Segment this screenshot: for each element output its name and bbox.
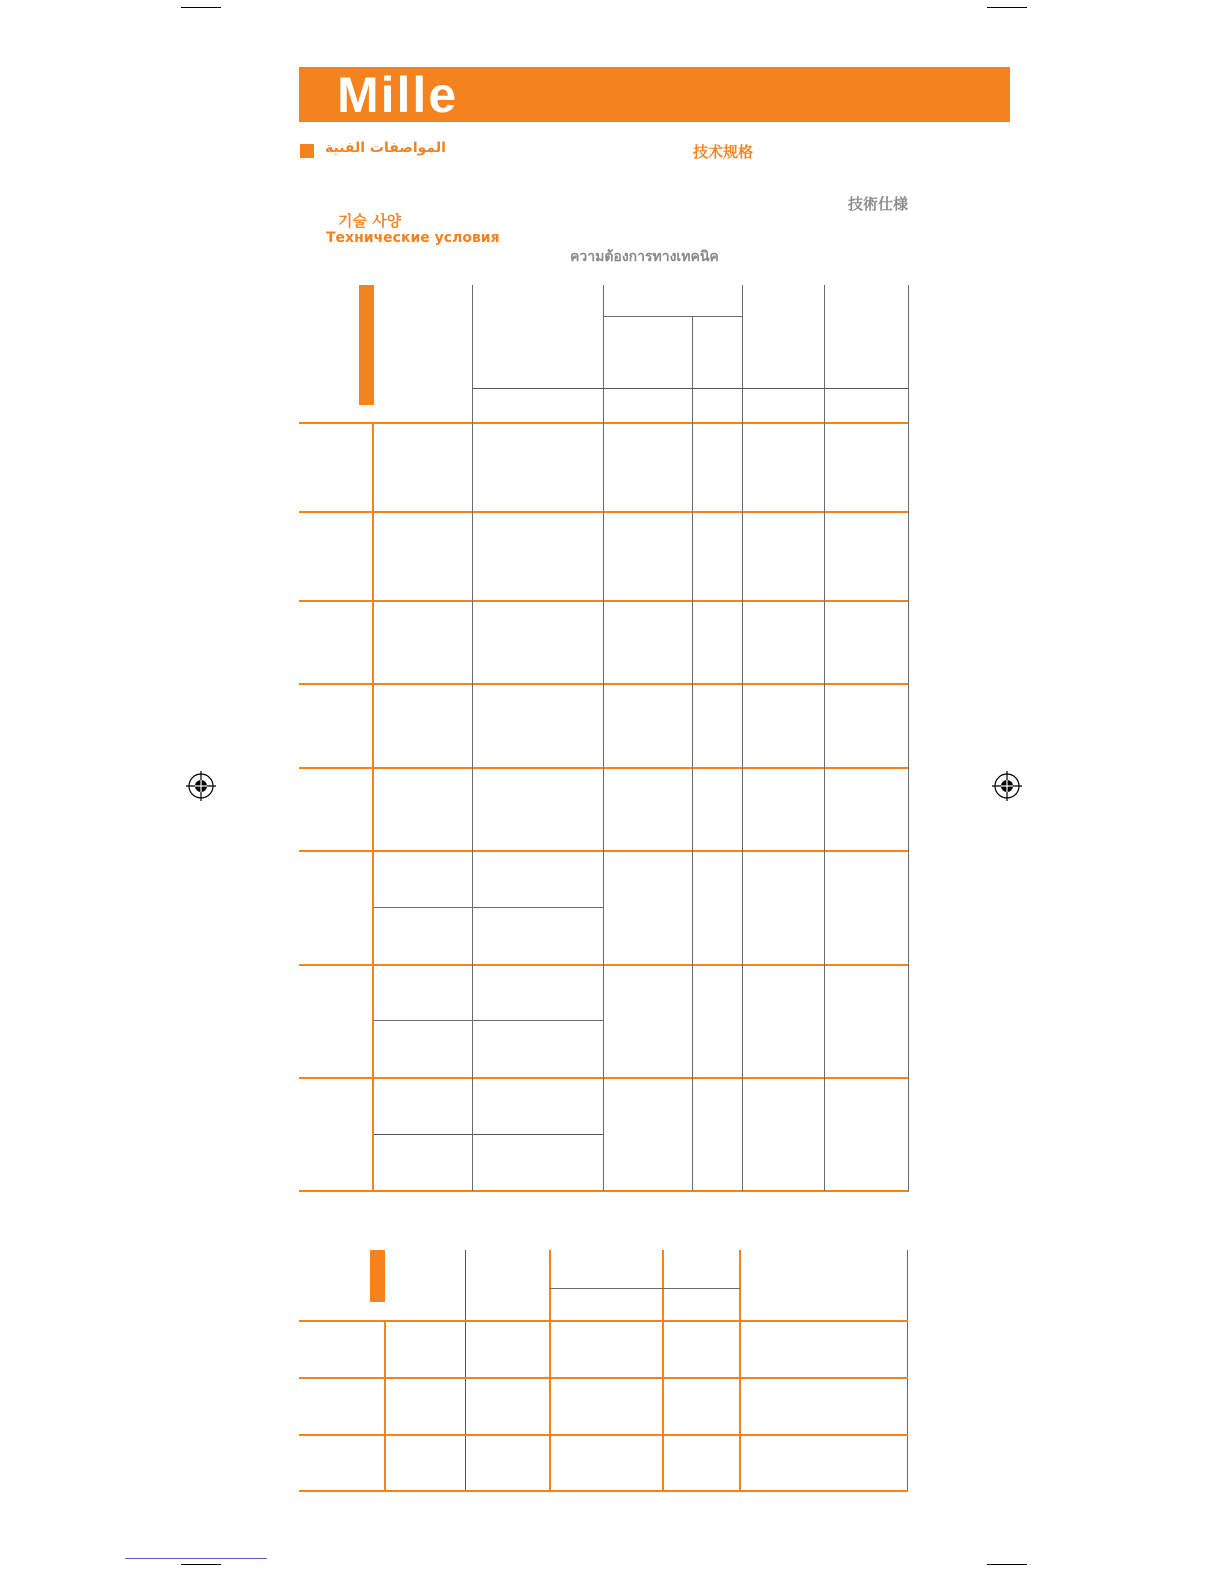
table-row [299, 1320, 908, 1322]
section-marker [300, 144, 314, 158]
table-row [299, 1434, 908, 1436]
registration-mark-icon [186, 771, 216, 801]
table-row [299, 767, 909, 769]
crop-mark-top-right [987, 7, 1027, 8]
registration-mark-icon [992, 771, 1022, 801]
crop-mark-bottom-left [181, 1564, 221, 1565]
table-row [299, 1377, 908, 1379]
crop-mark-bottom-right [987, 1564, 1027, 1565]
heading-korean: 기술 사양 [338, 212, 402, 230]
heading-japanese: 技術仕様 [848, 195, 909, 213]
table-row [299, 1077, 909, 1079]
table-row [299, 683, 909, 685]
heading-thai: ความต้องการทางเทคนิค [570, 249, 719, 265]
table-2-header-accent [370, 1250, 385, 1302]
table-row [299, 600, 909, 602]
table-row [299, 422, 909, 424]
table-row [299, 511, 909, 513]
table-row [299, 850, 909, 852]
table-row [299, 964, 909, 966]
table-row [299, 1490, 908, 1492]
brand-logo: Mille [337, 67, 459, 123]
table-1-header-accent [359, 285, 374, 405]
crop-mark-top-left [181, 7, 221, 8]
heading-russian: Технические условия [326, 230, 500, 246]
bottom-rule [125, 1558, 267, 1559]
table-row [299, 1190, 909, 1192]
heading-chinese: 技术规格 [693, 143, 754, 161]
heading-arabic: المواصفات الفنية [325, 140, 446, 156]
